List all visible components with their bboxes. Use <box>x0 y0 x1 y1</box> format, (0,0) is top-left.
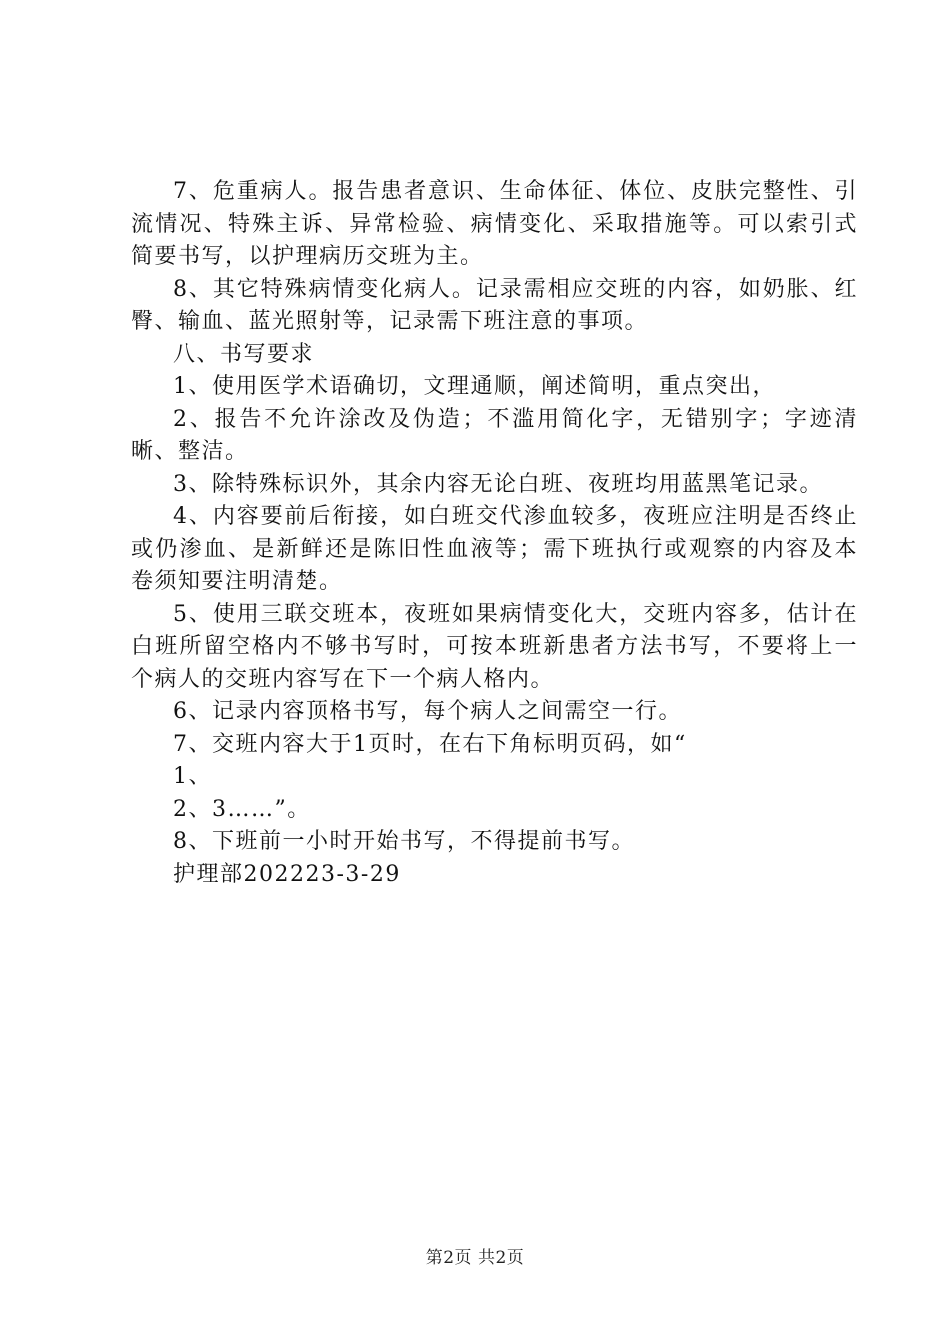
requirement-item: 2、3……”。 <box>173 796 311 822</box>
requirement-item: 8、下班前一小时开始书写，不得提前书写。 <box>173 829 635 854</box>
requirement-item: 4、内容要前后衔接，如白班交代渗血较多，夜班应注明是否终止或仍渗血、是新鲜还是陈旧性血液等；需下班执行或观察的内容及本卷须知要注明清楚。 <box>131 504 858 594</box>
requirement-item: 7、交班内容大于1页时，在右下角标明页码，如“ <box>173 731 687 757</box>
paragraph-special-changes: 8、其它特殊病情变化病人。记录需相应交班的内容，如奶胀、红臀、输血、蓝光照射等，记录需下班注意的事项。 <box>131 276 858 334</box>
page-number-footer: 第2页 共2页 <box>425 1248 525 1268</box>
requirement-item: 6、记录内容顶格书写，每个病人之间需空一行。 <box>173 699 682 724</box>
requirement-item: 5、使用三联交班本，夜班如果病情变化大，交班内容多，估计在白班所留空格内不够书写时，可按本班新患者方法书写，不要将上一个病人的交班内容写在下一个病人格内。 <box>131 601 858 692</box>
requirement-item: 1、 <box>173 764 212 789</box>
section-heading-writing-requirements: 八、书写要求 <box>173 341 315 367</box>
document-body <box>131 176 858 891</box>
requirement-item: 3、除特殊标识外，其余内容无论白班、夜班均用蓝黑笔记录。 <box>173 471 823 497</box>
requirement-item: 1、使用医学术语确切，文理通顺，阐述简明，重点突出， <box>173 374 776 399</box>
requirement-item: 2、报告不允许涂改及伪造；不滥用简化字，无错别字；字迹清晰、整洁。 <box>131 406 858 464</box>
document-signature: 护理部202223-3-29 <box>173 861 401 887</box>
paragraph-critical-patients: 7、危重病人。报告患者意识、生命体征、体位、皮肤完整性、引流情况、特殊主诉、异常检验、病情变化、采取措施等。可以索引式简要书写，以护理病历交班为主。 <box>131 179 858 269</box>
